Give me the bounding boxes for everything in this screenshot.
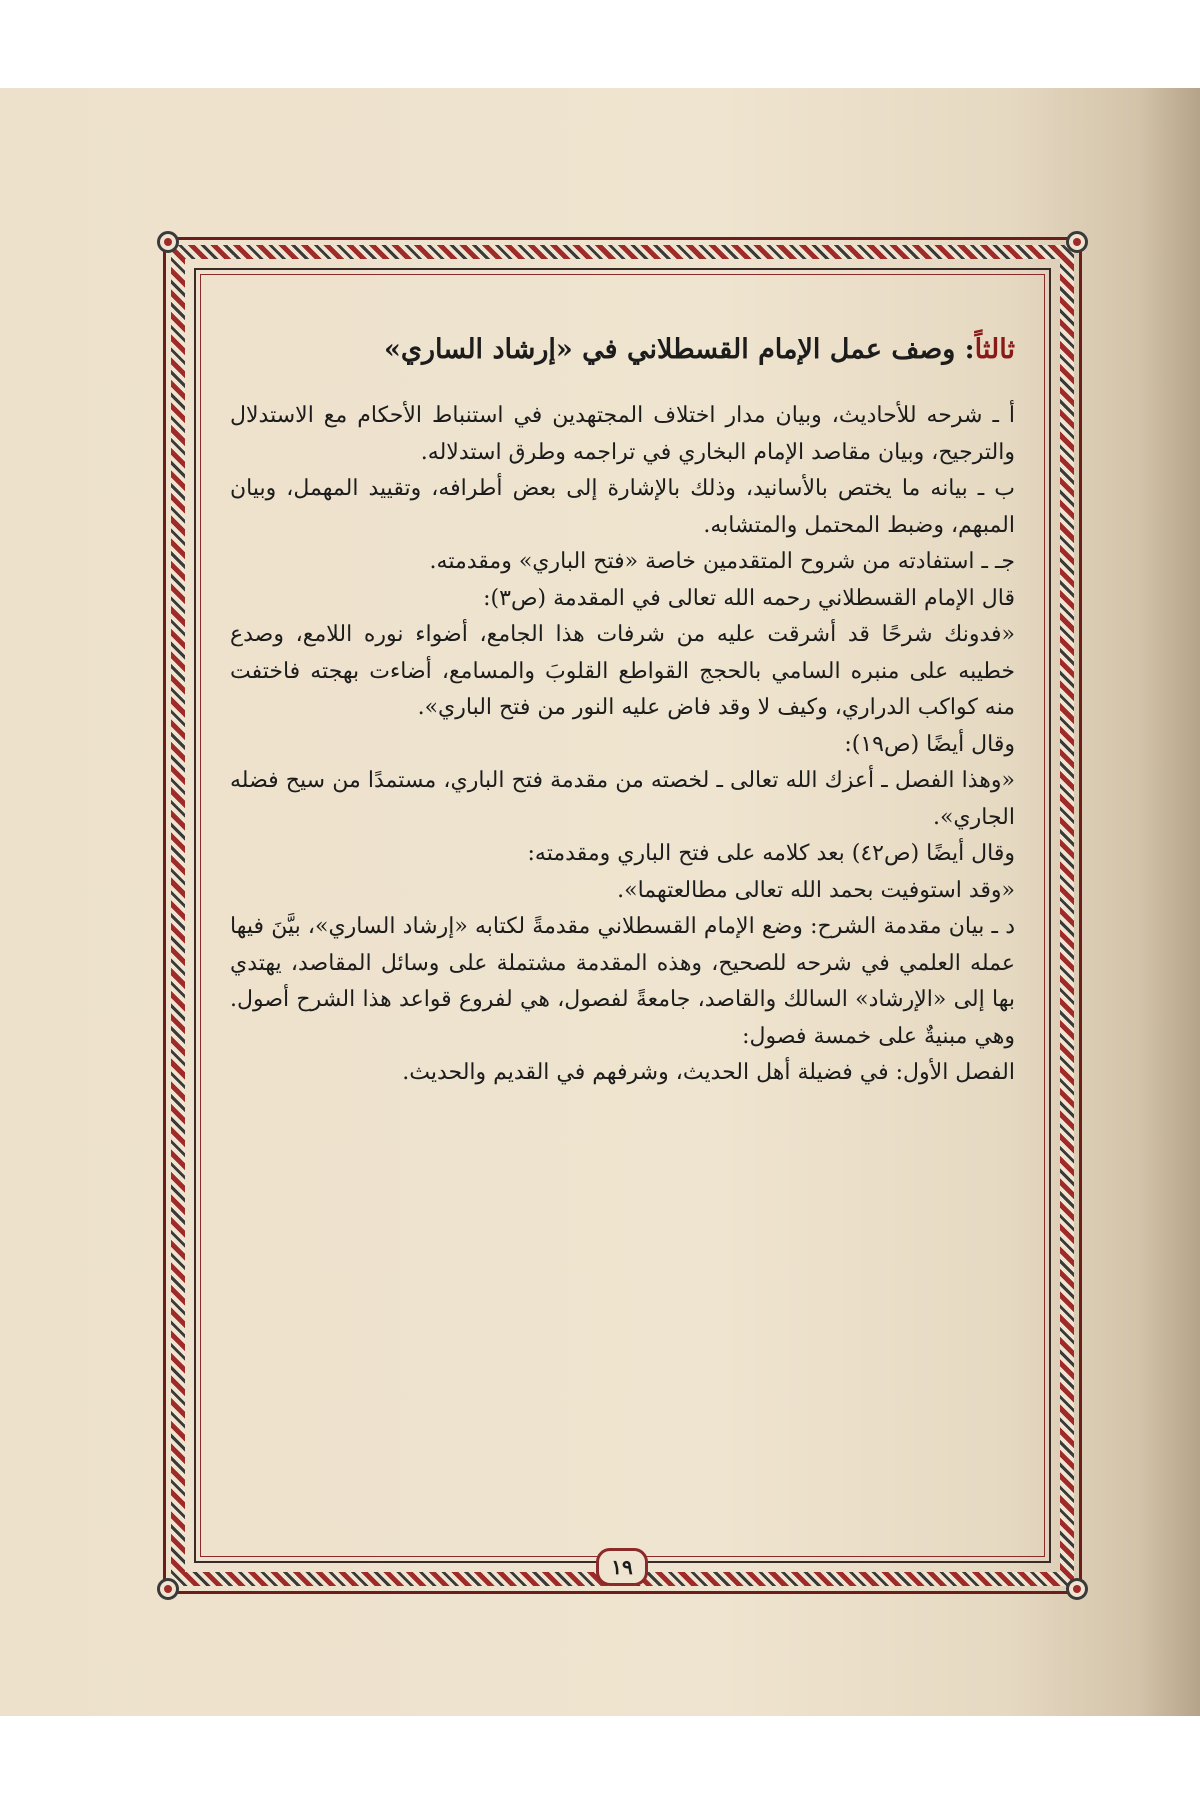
frame-corner-ornament-top-right [1066,231,1088,253]
paragraph-chapter-one: الفصل الأول: في فضيلة أهل الحديث، وشرفهم في القديم والحديث. [402,1060,1015,1085]
quote-1: «فدونك شرحًا قد أشرقت عليه من شرفات هذا الجامع، أضواء نوره اللامع، وصدع خطيبه على منبره السامي بالحجج القواطع القلوبَ والمسامع، أضاءت بهجته فاختفت منه كواكب الدراري، وكيف لا وقد فاض عليه النور من فتح الباري». [230,622,1015,720]
frame-corner-ornament-top-left [157,231,179,253]
frame-corner-ornament-bottom-right [1066,1578,1088,1600]
quote-intro-1: قال الإمام القسطلاني رحمه الله تعالى في المقدمة (ص٣): [483,585,1015,611]
paragraph-ba: ب ـ بيانه ما يختص بالأسانيد، وذلك بالإشارة إلى بعض أطرافه، وتقييد المهمل، وبيان المبهم، وضبط المحتمل والمتشابه. [230,476,1015,538]
quote-3: «وقد استوفيت بحمد الله تعالى مطالعتهما». [617,877,1015,903]
page-body [230,330,1015,1510]
page-edge-shadow [1140,88,1200,1716]
section-heading [230,330,1015,370]
frame-corner-ornament-bottom-left [157,1578,179,1600]
paragraph-jim: جـ ـ استفادته من شروح المتقدمين خاصة «فتح الباري» ومقدمته. [429,549,1015,574]
paragraph-dal: د ـ بيان مقدمة الشرح: وضع الإمام القسطلاني مقدمةً لكتابه «إرشاد الساري»، بيَّنَ فيها عمله العلمي في شرحه للصحيح، وهذه المقدمة مشتملة على وسائل المقاصد، يهتدي بها إلى «الإرشاد» السالك والقاصد، جامعةً لفصول، هي لفروع قواعد هذا الشرح أصول. وهي مبنيةٌ على خمسة فصول: [230,914,1015,1049]
quote-2: «وهذا الفصل ـ أعزك الله تعالى ـ لخصته من مقدمة فتح الباري، مستمدًا من سيح فضله الجاري». [230,768,1015,830]
paragraph-alif: أ ـ شرحه للأحاديث، وبيان مدار اختلاف المجتهدين في استنباط الأحكام مع الاستدلال والترجيح، وبيان مقاصد الإمام البخاري في تراجمه وطرق استدلاله. [230,403,1015,465]
page-number: ١٩ [596,1548,648,1586]
section-heading-label: ثالثاً [974,334,1015,365]
quote-intro-3: وقال أيضًا (ص٤٢) بعد كلامه على فتح الباري ومقدمته: [527,841,1015,866]
quote-intro-2: وقال أيضًا (ص١٩): [844,731,1015,757]
section-heading-text: : وصف عمل الإمام القسطلاني في «إرشاد الساري» [383,334,975,365]
